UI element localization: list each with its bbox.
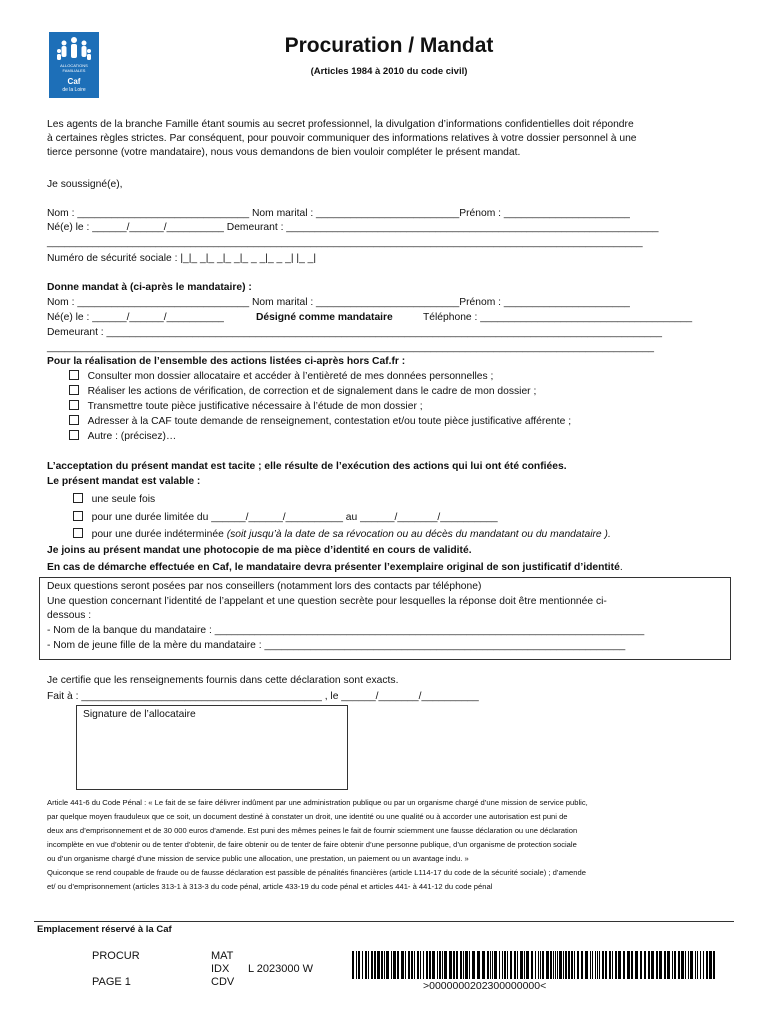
soussigne-label: Je soussigné(e), — [47, 179, 123, 190]
barcode-bar — [510, 951, 512, 979]
barcode-bar — [426, 951, 428, 979]
barcode-bar — [463, 951, 464, 979]
barcode-bar — [585, 951, 588, 979]
barcode-bar — [648, 951, 650, 979]
barcode-bar — [365, 951, 367, 979]
logo-line-1: ALLOCATIONS — [60, 63, 88, 68]
barcode-bar — [664, 951, 666, 979]
barcode-bar — [358, 951, 360, 979]
barcode-bar — [595, 951, 596, 979]
barcode-bar — [352, 951, 354, 979]
checkbox[interactable] — [69, 400, 79, 410]
barcode-bar — [571, 951, 573, 979]
barcode-bar — [695, 951, 696, 979]
intro-line-1: Les agents de la branche Famille étant soumis au secret professionnel, la divulgation d’informations confidentielles doit répondre — [47, 119, 634, 130]
law-line: incomplète en vue d’obtenir ou de tenter d’obtenir, de faire obtenir ou de tenter de faire obtenir d’une personne publique, d’un organisme de protection sociale — [47, 840, 577, 849]
intro-line-2: à certaines règles strictes. Par conséquent, pour pouvoir communiquer des informations relatives à votre dossier personnel à une — [47, 133, 637, 144]
barcode-bar — [393, 951, 396, 979]
barcode-bar — [602, 951, 604, 979]
law-line: ou d’un organisme chargé d’une mission de service public une allocation, une prestation, un paiement ou un avantage indu. » — [47, 854, 469, 863]
barcode-bar — [672, 951, 673, 979]
cdv-label: CDV — [211, 976, 235, 988]
barcode-bar — [678, 951, 680, 979]
action-item: Autre : (précisez)… — [69, 429, 176, 444]
barcode-bar — [555, 951, 556, 979]
footer-divider — [34, 921, 734, 922]
barcode-bar — [590, 951, 591, 979]
barcode-bar — [469, 951, 470, 979]
law-line: et/ ou d’emprisonnement (articles 313-1 à 313-3 du code pénal, article 433-19 du code pénal et articles 441- à 441-12 du code pénal — [47, 882, 493, 891]
barcode-bar — [640, 951, 642, 979]
barcode-bar — [499, 951, 500, 979]
barcode-bar — [417, 951, 419, 979]
caf-visit-text: En cas de démarche effectuée en Caf, le mandataire devra présenter l’exemplaire original de son justificatif d’identité. — [47, 562, 623, 573]
signature-label: Signature de l’allocataire — [83, 709, 196, 720]
designe-label: Désigné comme mandataire — [256, 312, 393, 323]
barcode-bar — [492, 951, 493, 979]
barcode-bar — [504, 951, 506, 979]
barcode-bar — [690, 951, 693, 979]
barcode-bar — [414, 951, 415, 979]
barcode-bar — [577, 951, 579, 979]
page-title: Procuration / Mandat — [284, 34, 494, 57]
barcode-bar — [623, 951, 625, 979]
barcode-bar — [565, 951, 567, 979]
barcode-bar — [494, 951, 497, 979]
barcode-bar — [612, 951, 613, 979]
barcode-bar — [557, 951, 558, 979]
procur-label: PROCUR — [92, 950, 140, 962]
questions-line-2: Une question concernant l’identité de l’appelant et une question secrète pour lesquelles la réponse doit être mentionnée ci- — [47, 596, 607, 607]
nss-line[interactable]: Numéro de sécurité sociale : |_|_ _|_ _|_ _|_ _ _|_ _ _| |_ _| — [47, 253, 317, 264]
barcode-bar — [674, 951, 676, 979]
barcode-bar — [553, 951, 554, 979]
mandataire-address-line[interactable]: Demeurant : _________________________________________________________________________________________________ — [47, 327, 663, 338]
barcode-bar — [644, 951, 646, 979]
action-item: Réaliser les actions de vérification, de correction et de signalement dans le cadre de mon dossier ; — [69, 384, 536, 399]
barcode-bar — [615, 951, 617, 979]
barcode-bar — [703, 951, 704, 979]
barcode-bar — [368, 951, 369, 979]
barcode-bar — [563, 951, 564, 979]
barcode-bar — [460, 951, 462, 979]
barcode-bar — [381, 951, 383, 979]
barcode-bar — [377, 951, 380, 979]
questions-line-3: dessous : — [47, 610, 92, 621]
barcode-bar — [397, 951, 399, 979]
barcode-bar — [386, 951, 389, 979]
barcode-bar — [688, 951, 689, 979]
idx-label: IDX — [211, 963, 230, 975]
barcode-bar — [520, 951, 523, 979]
barcode-bar — [697, 951, 698, 979]
acceptance-text: L’acceptation du présent mandat est tacite ; elle résulte de l’exécution des actions qui lui ont été confiées. — [47, 461, 567, 472]
checkbox[interactable] — [73, 511, 83, 521]
barcode-bar — [618, 951, 621, 979]
checkbox[interactable] — [69, 370, 79, 380]
telephone-line[interactable]: Téléphone : _____________________________________ — [423, 312, 693, 323]
barcode-bar — [429, 951, 431, 979]
barcode-bar — [487, 951, 489, 979]
barcode-bar — [449, 951, 452, 979]
barcode-bar — [581, 951, 583, 979]
barcode-bar — [453, 951, 455, 979]
barcode-bar — [456, 951, 458, 979]
action-item: Consulter mon dossier allocataire et accéder à l’entièreté de mes données personnelles ; — [69, 369, 493, 384]
logo-caf: Caf — [67, 77, 81, 86]
logo-line-2: FAMILIALES — [62, 68, 86, 73]
law-line: Article 441-6 du Code Pénal : « Le fait de se faire délivrer indûment par une administration publique ou par un organisme chargé d’une mission de service public, — [47, 798, 588, 807]
mother-maiden-name-field[interactable]: - Nom de jeune fille de la mère du mandataire : _______________________________________________________________ — [47, 640, 626, 651]
barcode-bar — [667, 951, 670, 979]
barcode-bar — [531, 951, 533, 979]
intro-line-3: tierce personne (votre mandataire), nous vous demandons de bien vouloir compléter le présent mandat. — [47, 147, 521, 158]
barcode-bar — [627, 951, 630, 979]
barcode-bar — [713, 951, 715, 979]
barcode-bar — [401, 951, 404, 979]
barcode-bar — [502, 951, 503, 979]
bank-name-field[interactable]: - Nom de la banque du mandataire : ___________________________________________________________________________ — [47, 625, 645, 636]
barcode-bar — [384, 951, 385, 979]
certify-text: Je certifie que les renseignements fournis dans cette déclaration sont exacts. — [47, 675, 399, 686]
validity-option-once: une seule fois — [73, 492, 155, 507]
mandant-name-line[interactable]: Nom : ______________________________ Nom marital : _________________________Prénom : ______________________ — [47, 208, 630, 219]
barcode-bar — [568, 951, 570, 979]
code-label: L 2023000 W — [248, 963, 314, 975]
mat-label: MAT — [211, 950, 234, 962]
mandataire-birth-line[interactable]: Né(e) le : ______/______/__________ — [47, 312, 224, 323]
barcode-bar — [524, 951, 525, 979]
barcode-bar — [490, 951, 491, 979]
barcode-bar — [408, 951, 410, 979]
barcode-bar — [574, 951, 575, 979]
barcode-bar — [542, 951, 544, 979]
barcode-bar — [356, 951, 357, 979]
barcode-bar — [411, 951, 413, 979]
action-item: Adresser à la CAF toute demande de renseignement, contestation et/ou toute pièce justificative afférente ; — [69, 414, 571, 429]
barcode-bar — [546, 951, 549, 979]
barcode-bar — [507, 951, 508, 979]
barcode-bar — [592, 951, 593, 979]
barcode-bar — [374, 951, 376, 979]
checkbox[interactable] — [69, 385, 79, 395]
checkbox[interactable] — [73, 528, 83, 538]
place-date-field[interactable]: Fait à : __________________________________________ , le ______/_______/__________ — [47, 691, 479, 702]
logo-region: de la Loire — [62, 87, 86, 93]
barcode-bar — [423, 951, 424, 979]
barcode-bar — [609, 951, 611, 979]
barcode-bar — [444, 951, 447, 979]
barcode-bar — [405, 951, 406, 979]
mandataire-address-line-2[interactable]: __________________________________________________________________________________________________________ — [47, 342, 655, 353]
page-label: PAGE 1 — [92, 976, 131, 988]
barcode-bar — [599, 951, 600, 979]
barcode-bar — [371, 951, 373, 979]
barcode-bar — [706, 951, 708, 979]
page-subtitle: (Articles 1984 à 2010 du code civil) — [310, 66, 468, 77]
barcode-bar — [635, 951, 638, 979]
barcode-bar — [472, 951, 475, 979]
mandataire-name-line[interactable]: Nom : ______________________________ Nom marital : _________________________Prénom : ______________________ — [47, 297, 630, 308]
barcode-text: >0000000202300000000< — [423, 980, 547, 992]
mandant-address-line[interactable]: ________________________________________________________________________________________________________ — [47, 237, 643, 248]
barcode-bar — [700, 951, 701, 979]
barcode-bar — [526, 951, 529, 979]
barcode-bar — [432, 951, 435, 979]
barcode-bar — [465, 951, 468, 979]
mandant-birth-address-line[interactable]: Né(e) le : ______/______/__________ Demeurant : _________________________________________________________________ — [47, 222, 659, 233]
action-item: Transmettre toute pièce justificative nécessaire à l’étude de mon dossier ; — [69, 399, 423, 414]
mandataire-heading: Donne mandat à (ci-après le mandataire) : — [47, 282, 252, 293]
barcode-bar — [482, 951, 485, 979]
checkbox[interactable] — [69, 430, 79, 440]
barcode-bar — [709, 951, 712, 979]
checkbox[interactable] — [73, 493, 83, 503]
validity-option-limited: pour une durée limitée du ______/______/__________ au ______/_______/__________ — [73, 510, 498, 525]
validity-option-indefinite: pour une durée indéterminée (soit jusqu’à la date de sa révocation ou au décès du mandatant ou du mandataire ). — [73, 527, 611, 542]
barcode-bar — [559, 951, 562, 979]
barcode-bar — [597, 951, 598, 979]
barcode-bar — [535, 951, 536, 979]
barcode-bar — [514, 951, 516, 979]
questions-line-1: Deux questions seront posées par nos conseillers (notamment lors des contacts par téléphone) — [47, 581, 482, 592]
barcode-bar — [685, 951, 686, 979]
barcode-bar — [362, 951, 363, 979]
barcode-bar — [651, 951, 654, 979]
barcode-bar — [442, 951, 443, 979]
reserved-label: Emplacement réservé à la Caf — [37, 924, 172, 935]
photocopy-text: Je joins au présent mandat une photocopie de ma pièce d’identité en cours de validité. — [47, 545, 472, 556]
law-line: deux ans d’emprisonnement et de 30 000 euros d’amende. Est puni des mêmes peines le fait de fournir sciemment une fausse déclaration ou une déclaration — [47, 826, 578, 835]
valid-heading: Le présent mandat est valable : — [47, 476, 201, 487]
barcode-bar — [656, 951, 658, 979]
barcode-bar — [437, 951, 438, 979]
barcode-bar — [420, 951, 421, 979]
barcode-bar — [540, 951, 541, 979]
barcode-bar — [391, 951, 392, 979]
barcode-bar — [605, 951, 607, 979]
barcode-image — [352, 951, 718, 979]
barcode-bar — [631, 951, 633, 979]
barcode-bar — [517, 951, 518, 979]
barcode-bar — [659, 951, 662, 979]
actions-heading: Pour la réalisation de l’ensemble des actions listées ci-après hors Caf.fr : — [47, 356, 406, 367]
barcode-bar — [439, 951, 441, 979]
law-line: par quelque moyen frauduleux que ce soit, un document destiné à constater un droit, une identité ou une qualité ou à accorder une autorisation est puni de — [47, 812, 568, 821]
law-line: Quiconque se rend coupable de fraude ou de fausse déclaration est passible de pénalités financières (article L114-17 du code de la sécurité sociale) ; d’amende — [47, 868, 586, 877]
barcode-bar — [550, 951, 552, 979]
barcode-bar — [681, 951, 684, 979]
barcode-bar — [477, 951, 480, 979]
checkbox[interactable] — [69, 415, 79, 425]
barcode-bar — [538, 951, 539, 979]
